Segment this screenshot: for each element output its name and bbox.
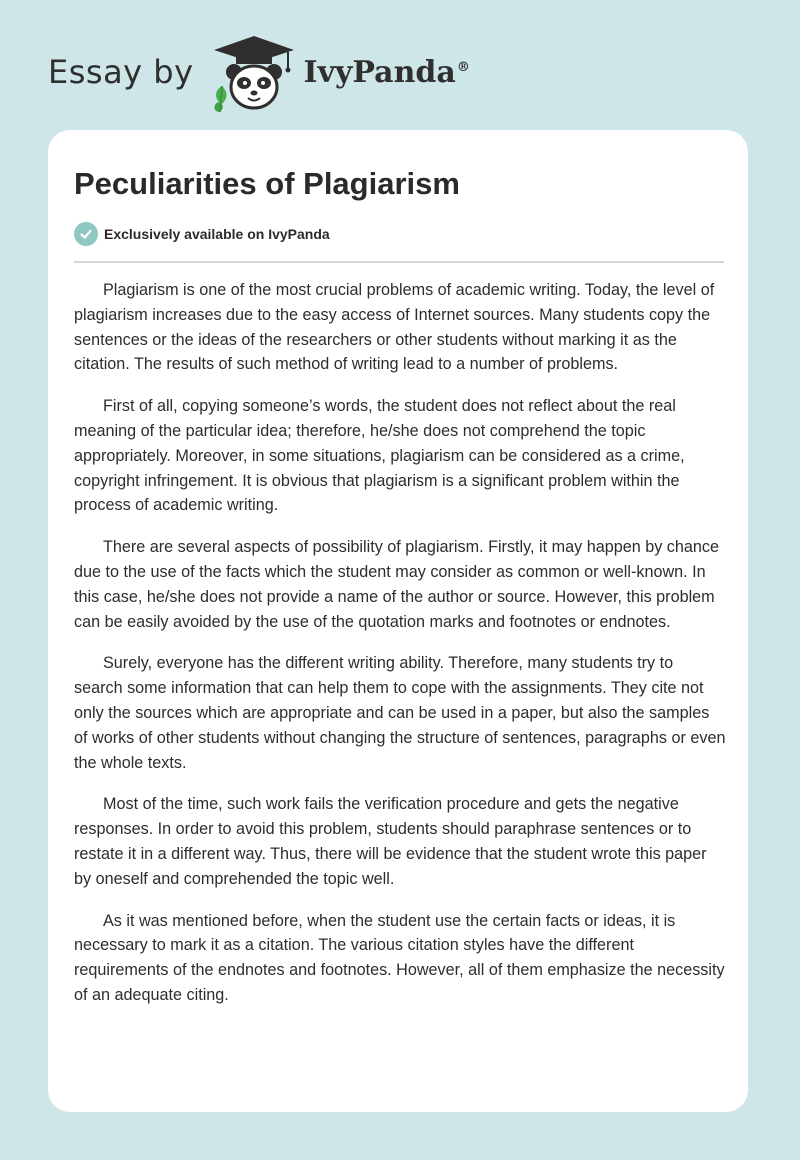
essay-card — [48, 130, 748, 1112]
page-title: Peculiarities of Plagiarism — [74, 166, 460, 201]
essay-body — [74, 278, 726, 1025]
paragraph: Plagiarism is one of the most crucial problems of academic writing. Today, the level of plagiarism increases due to the easy access of Internet sources. Many students copy the sentences or the ideas of the researchers or other students without marking it as the citation. The results of such method of writing lead to a number of problems. — [74, 281, 715, 374]
logo-wordmark — [304, 55, 470, 90]
check-circle-icon — [74, 222, 98, 246]
paragraph: First of all, copying someone’s words, the student does not reflect about the real meaning of the particular idea; therefore, he/she does not comprehend the topic appropriately. Moreover, in some situations, plagiarism can be considered as a crime, copyright infringement. It is obvious that plagiarism is a significant problem within the process of academic writing. — [74, 397, 685, 515]
essay-by-label: Essay by — [48, 53, 194, 91]
exclusive-label: Exclusively available on IvyPanda — [104, 226, 330, 242]
panda-graduate-icon — [208, 32, 300, 112]
paragraph: There are several aspects of possibility of plagiarism. Firstly, it may happen by chance due to the use of the facts which the student may consider as common or well-known. In this case, he/she does not provide a name of the author or source. However, this problem can be easily avoided by the use of the quotation marks and footnotes or endnotes. — [74, 538, 719, 631]
divider — [74, 261, 724, 263]
logo-registered-mark: ® — [456, 59, 470, 75]
paragraph: As it was mentioned before, when the student use the certain facts or ideas, it is necessary to mark it as a citation. The various citation styles have the different requirements of the endnotes and footnotes. However, all of them emphasize the necessity of an adequate citing. — [74, 911, 725, 1004]
paragraph: Most of the time, such work fails the verification procedure and gets the negative responses. In order to avoid this problem, students should paraphrase sentences or to restate it in a different way. Thus, there will be evidence that the student wrote this paper by oneself and comprehended the topic well. — [74, 795, 707, 888]
brand-header[interactable] — [48, 32, 470, 112]
logo-name-text: IvyPanda — [303, 54, 456, 90]
paragraph: Surely, everyone has the different writing ability. Therefore, many students try to search some information that can help them to cope with the assignments. They cite not only the sources which are appropriate and can be used in a paper, but also the samples of works of other students without changing the structure of sentences, paragraphs or even the whole texts. — [74, 654, 726, 772]
exclusive-badge — [74, 222, 330, 246]
